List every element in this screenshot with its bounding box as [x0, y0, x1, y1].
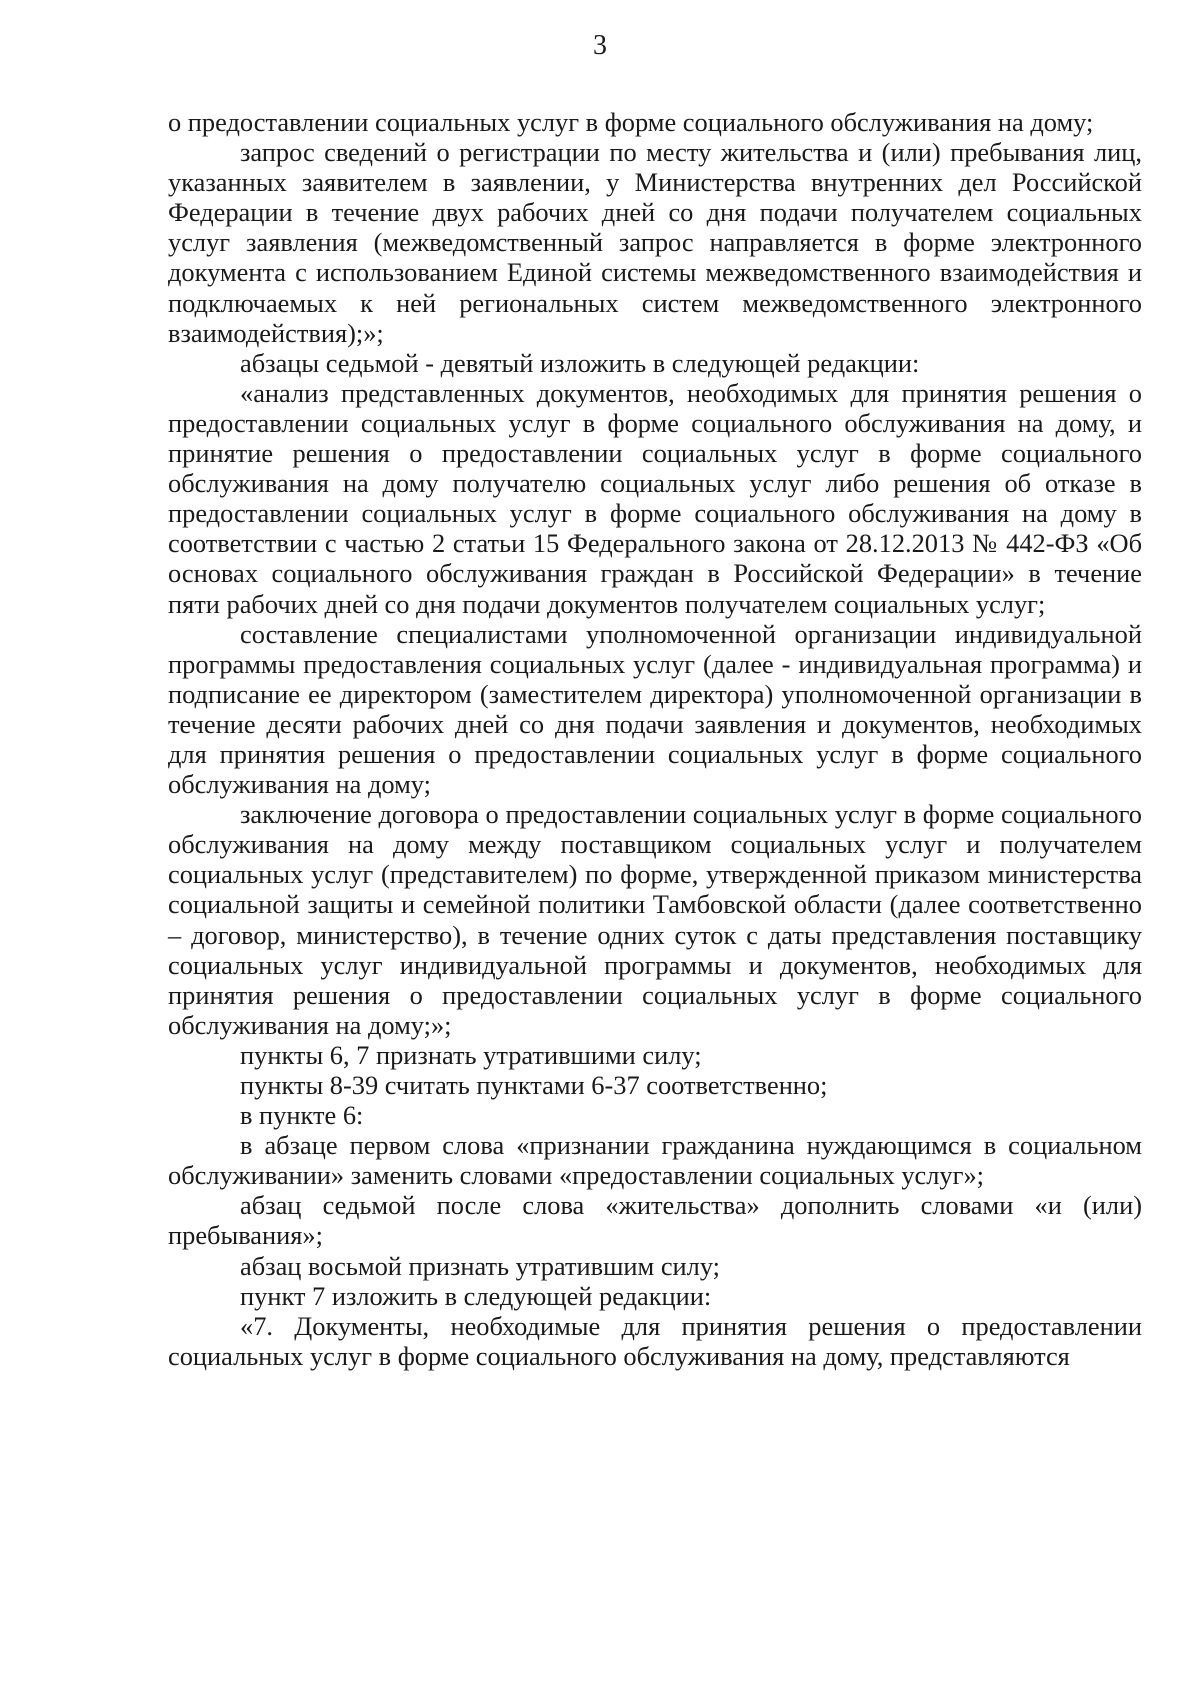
- paragraph-1: о предоставлении социальных услуг в форме социального обслуживания на дому;: [168, 107, 1094, 137]
- paragraph-4: «анализ представленных документов, необходимых для принятия решения о предоставлении социальных услуг в форме социального обслуживания на дому, и принятие решения о предоставлении социальных услуг в форме социального обслуживания на дому получателю социальных услуг либо решения об отказе в предоставлении социальных услуг в форме социального обслуживания на дому в соответствии с частью 2 статьи 15 Федерального закона от 28.12.2013 № 442-ФЗ «Об основах социального обслуживания граждан в Российской Федерации» в течение пяти рабочих дней со дня подачи документов получателем социальных услуг;: [168, 377, 1142, 619]
- paragraph-9: в пункте 6:: [240, 1100, 364, 1131]
- paragraph-14: «7. Документы, необходимые для принятия решения о предоставлении социальных услуг в форме социального обслуживания на дому, представляются: [168, 1310, 1142, 1371]
- paragraph-12: абзац восьмой признать утратившим силу;: [240, 1250, 721, 1281]
- paragraph-6: заключение договора о предоставлении социальных услуг в форме социального обслуживания на дому между поставщиком социальных услуг и получателем социальных услуг (представителем) по форме, утвержденной приказом министерства социальной защиты и семейной политики Тамбовской области (далее соответственно – договор, министерство), в течение одних суток с даты представления поставщику социальных услуг индивидуальной программы и документов, необходимых для принятия решения о предоставлении социальных услуг в форме социального обслуживания на дому;»;: [168, 799, 1142, 1040]
- paragraph-7: пункты 6, 7 признать утратившими силу;: [240, 1039, 702, 1070]
- paragraph-11: абзац седьмой после слова «жительства» дополнить словами «и (или) пребывания»;: [168, 1190, 1142, 1251]
- paragraph-13: пункт 7 изложить в следующей редакции:: [240, 1280, 712, 1311]
- paragraph-10: в абзаце первом слова «признании гражданина нуждающимся в социальном обслуживании» заменить словами «предоставлении социальных услуг»;: [168, 1130, 1142, 1191]
- document-body: [168, 107, 1142, 1371]
- paragraph-8: пункты 8-39 считать пунктами 6-37 соответственно;: [240, 1070, 828, 1100]
- page-number: 3: [593, 30, 607, 61]
- paragraph-3: абзацы седьмой - девятый изложить в следующей редакции:: [240, 347, 920, 378]
- paragraph-2: запрос сведений о регистрации по месту жительства и (или) пребывания лиц, указанных заявителем в заявлении, у Министерства внутренних дел Российской Федерации в течение двух рабочих дней со дня подачи получателем социальных услуг заявления (межведомственный запрос направляется в форме электронного документа с использованием Единой системы межведомственного взаимодействия и подключаемых к ней региональных систем межведомственного электронного взаимодействия);»;: [168, 137, 1142, 348]
- paragraph-5: составление специалистами уполномоченной организации индивидуальной программы предоставления социальных услуг (далее - индивидуальная программа) и подписание ее директором (заместителем директора) уполномоченной организации в течение десяти рабочих дней со дня подачи заявления и документов, необходимых для принятия решения о предоставлении социальных услуг в форме социального обслуживания на дому;: [168, 618, 1142, 800]
